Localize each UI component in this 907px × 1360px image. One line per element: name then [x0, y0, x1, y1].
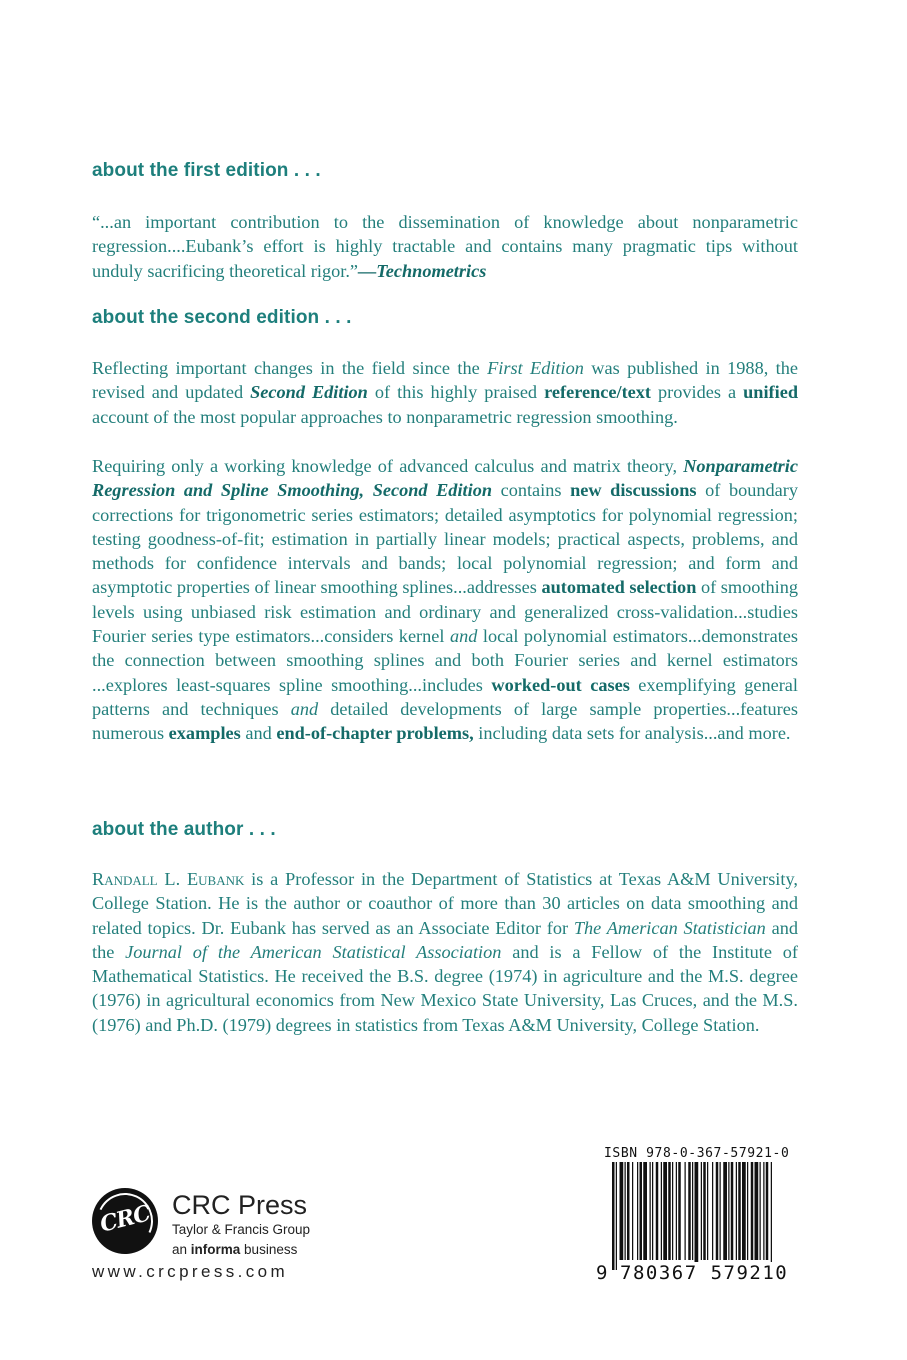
barcode-bar: [676, 1162, 677, 1260]
barcode-bar: [755, 1162, 759, 1260]
barcode-number: 780367 579210: [620, 1262, 789, 1284]
barcode-bar: [637, 1162, 638, 1260]
barcode-bar: [627, 1162, 630, 1260]
barcode-bars: [596, 1162, 812, 1272]
barcode-bar: [720, 1162, 721, 1260]
barcode-bar: [736, 1162, 737, 1260]
barcode-bar: [771, 1162, 772, 1270]
barcode-bar: [703, 1162, 706, 1260]
publisher-business: an informa business: [172, 1242, 298, 1257]
publisher-group: Taylor & Francis Group: [172, 1222, 311, 1237]
barcode-bar: [692, 1162, 693, 1260]
logo-text: CRC: [97, 1200, 153, 1238]
barcode-bar: [712, 1162, 713, 1260]
second-edition-paragraph-2: Requiring only a working knowledge of advanced calculus and matrix theory, Nonparametric Regression and Spline Smoothing, Second Edition contains new discussions of boundary corrections for trigonometric series estimators; detailed asymptotics for polynomial regression; testing goodness-of-fit; estimation in partially linear models; practical aspects, problems, and methods for confidence intervals and bands; local polynomial regression; and form and asymptotic properties of linear smoothing splines...addresses automated selection of smoothing levels using unbiased risk estimation and ordinary and generalized cross-validation...studies Fourier series type estimators...considers kernel and local polynomial estimators...demonstrates the connection between smoothing splines and both Fourier series and kernel estimators ...explores least-squares spline smoothing...includes worked-out cases exemplifying general patterns and techniques and detailed developments of large sample properties...features numerous examples and end-of-chapter problems, including data sets for analysis...and more.: [92, 456, 799, 744]
barcode-bar: [656, 1162, 659, 1260]
barcode-bar: [652, 1162, 653, 1260]
author-name: Randall L. Eubank: [92, 869, 245, 889]
author-paragraph: Randall L. Eubank is a Professor in the Department of Statistics at Texas A&M University, College Station. He is the author or coauthor of more than 30 articles on data smoothing and related topics. Dr. Eubank has served as an Associate Editor for The American Statistician and the Journal of the American Statistical Association and is a Fellow of the Institute of Mathematical Statistics. He received the B.S. degree (1974) in agriculture and the M.S. degree (1976) in agricultural economics from New Mexico State University, Las Cruces, and the M.S. (1976) and Ph.D. (1979) degrees in statistics from Texas A&M University, College Station.: [92, 869, 798, 1035]
isbn-barcode: [596, 1162, 812, 1284]
barcode-bar: [620, 1162, 624, 1260]
barcode-bar: [747, 1162, 748, 1260]
barcode-bar: [663, 1162, 667, 1260]
barcode-bar: [707, 1162, 708, 1260]
barcode-bar: [728, 1162, 729, 1260]
isbn-label: ISBN 978-0-367-57921-0: [604, 1146, 790, 1161]
barcode-bar: [678, 1162, 681, 1260]
quote-source: —Technometrics: [358, 260, 487, 281]
barcode-bar: [723, 1162, 727, 1260]
barcode-bar: [695, 1162, 699, 1270]
barcode-bar: [742, 1162, 746, 1260]
second-edition-paragraph-1: Reflecting important changes in the field since the First Edition was published in 1988, the revised and updated Second Edition of this highly praised reference/text provides a unified account of the most popular approaches to nonparametric regression smoothing.: [92, 358, 798, 427]
barcode-bar: [701, 1162, 702, 1260]
barcode-bar: [632, 1162, 633, 1260]
barcode-bar: [766, 1162, 769, 1260]
barcode-bar: [612, 1162, 615, 1270]
barcode-bar: [738, 1162, 741, 1260]
barcode-bar: [760, 1162, 761, 1260]
barcode-bar: [661, 1162, 662, 1260]
publisher-url: www.crcpress.com: [92, 1262, 289, 1281]
first-edition-quote: [92, 210, 798, 283]
barcode-bar: [672, 1162, 673, 1260]
quote-text: “...an important contribution to the dissemination of knowledge about nonparametric regression....Eubank’s effort is highly tractable and contains many pragmatic tips without unduly sacrificing theoretical rigor.”: [92, 212, 798, 281]
barcode-first-digit: 9: [596, 1262, 608, 1284]
crc-logo: [92, 1188, 158, 1254]
barcode-bar: [616, 1162, 617, 1270]
barcode-bar: [688, 1162, 691, 1260]
barcode-bar: [640, 1162, 643, 1260]
barcode-bar: [751, 1162, 754, 1260]
publisher-name: CRC Press: [172, 1190, 308, 1220]
author-heading: about the author . . .: [92, 819, 276, 840]
barcode-bar: [643, 1162, 647, 1260]
barcode-bar: [685, 1162, 686, 1260]
second-edition-heading: about the second edition . . .: [92, 307, 352, 328]
barcode-bar: [650, 1162, 651, 1260]
barcode-bar: [625, 1162, 626, 1260]
barcode-bar: [716, 1162, 719, 1260]
barcode-bar: [668, 1162, 671, 1260]
first-edition-heading: about the first edition . . .: [92, 160, 321, 181]
barcode-bar: [731, 1162, 734, 1260]
barcode-bar: [763, 1162, 764, 1260]
